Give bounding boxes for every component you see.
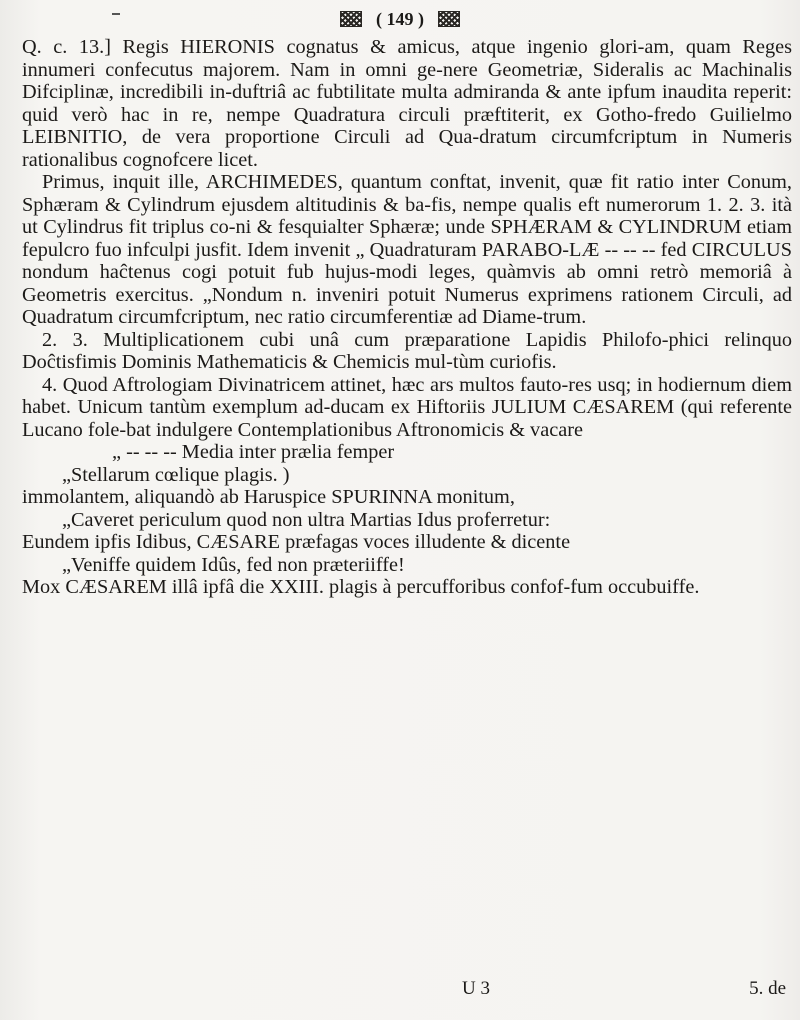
paragraph-mox-caesarem: Mox CÆSAREM illâ ipfâ die XXIII. plagis à percufforibus confof-fum occubuiffe. bbox=[22, 576, 700, 598]
ornament-icon bbox=[438, 11, 460, 27]
verse-line: „Stellarum cœlique plagis. ) bbox=[62, 463, 290, 486]
paragraph-immolantem: immolantem, aliquandò ab Haruspice SPURINNA monitum, bbox=[22, 486, 515, 508]
verse-line: „ -- -- -- Media inter prælia femper bbox=[112, 441, 395, 463]
paragraph-archimedes-primus: Primus, inquit ille, ARCHIMEDES, quantum conftat, invenit, quæ fit ratio inter Conum, Sphæram & Cylindrum ejusdem altitudinis & ba-fis, nempe qualis eft numerorum 1. 2. 3. ità ut Cylindrus fit triplus co-ni & fesquialter Sphæræ; unde SPHÆRAM & CYLINDRUM etiam fepulcro fuo infculpi jusfit. Idem invenit „ Quadraturam PARABO-LÆ -- -- -- fed CIRCULUS nondum haĉtenus cogi potuit fub hujus-modi leges, quàmvis ab omni retrò memoriâ à Geometris exercitus. „Nondum n. inveniri potuit Numerus exprimens rationem Circuli, ad Quadratum circumfcriptum, nec ratio circumferentiæ ad Diame-trum. bbox=[22, 171, 792, 328]
signature-mark: U 3 bbox=[462, 978, 490, 999]
paragraph-multiplication-cubi: 2. 3. Multiplicationem cubi unâ cum præparatione Lapidis Philofo-phici relinquo Doĉtisfimis Dominis Mathematicis & Chemicis mul-tùm curiofis. bbox=[22, 328, 792, 373]
page-number: ( 149 ) bbox=[376, 8, 424, 29]
paragraph-astrologia: 4. Quod Aftrologiam Divinatricem attinet, hæc ars multos fauto-res usq; in hodiernum diem habet. Unicum tantùm exemplum ad-ducam ex Hiftoriis JULIUM CÆSAREM (qui referente Lucano fole-bat indulgere Contemplationibus Aftronomicis & vacare bbox=[22, 373, 792, 441]
page-footer bbox=[22, 970, 792, 999]
paragraph-eundem: Eundem ipfis Idibus, CÆSARE præfagas voces illudente & dicente bbox=[22, 531, 571, 553]
catchword: 5. de bbox=[749, 978, 786, 999]
page-header bbox=[0, 6, 800, 32]
verse-line: „Veniffe quidem Idûs, fed non præteriiffe! bbox=[62, 553, 405, 576]
verse-line: „Caveret periculum quod non ultra Martias Idus proferretur: bbox=[62, 508, 551, 531]
paragraph-archimedes-intro: Q. c. 13.] Regis HIERONIS cognatus & amicus, atque ingenio glori-am, quam Reges innumeri confecutus majorem. Nam in omni ge-nere Geometriæ, Sideralis ac Machinalis Difciplinæ, incredibili in-duftriâ ac fubtilitate multa admiranda & ante ipfum inaudita reperit: quid verò hac in re, nempe Quadratura circuli præftiterit, ex Gotho-fredo Guilielmo LEIBNITIO, de vera proportione Circuli ad Qua-dratum circumfcriptum in Numeris rationalibus cognofcere licet. bbox=[22, 36, 792, 171]
ornament-icon bbox=[340, 11, 362, 27]
main-text bbox=[22, 36, 792, 599]
